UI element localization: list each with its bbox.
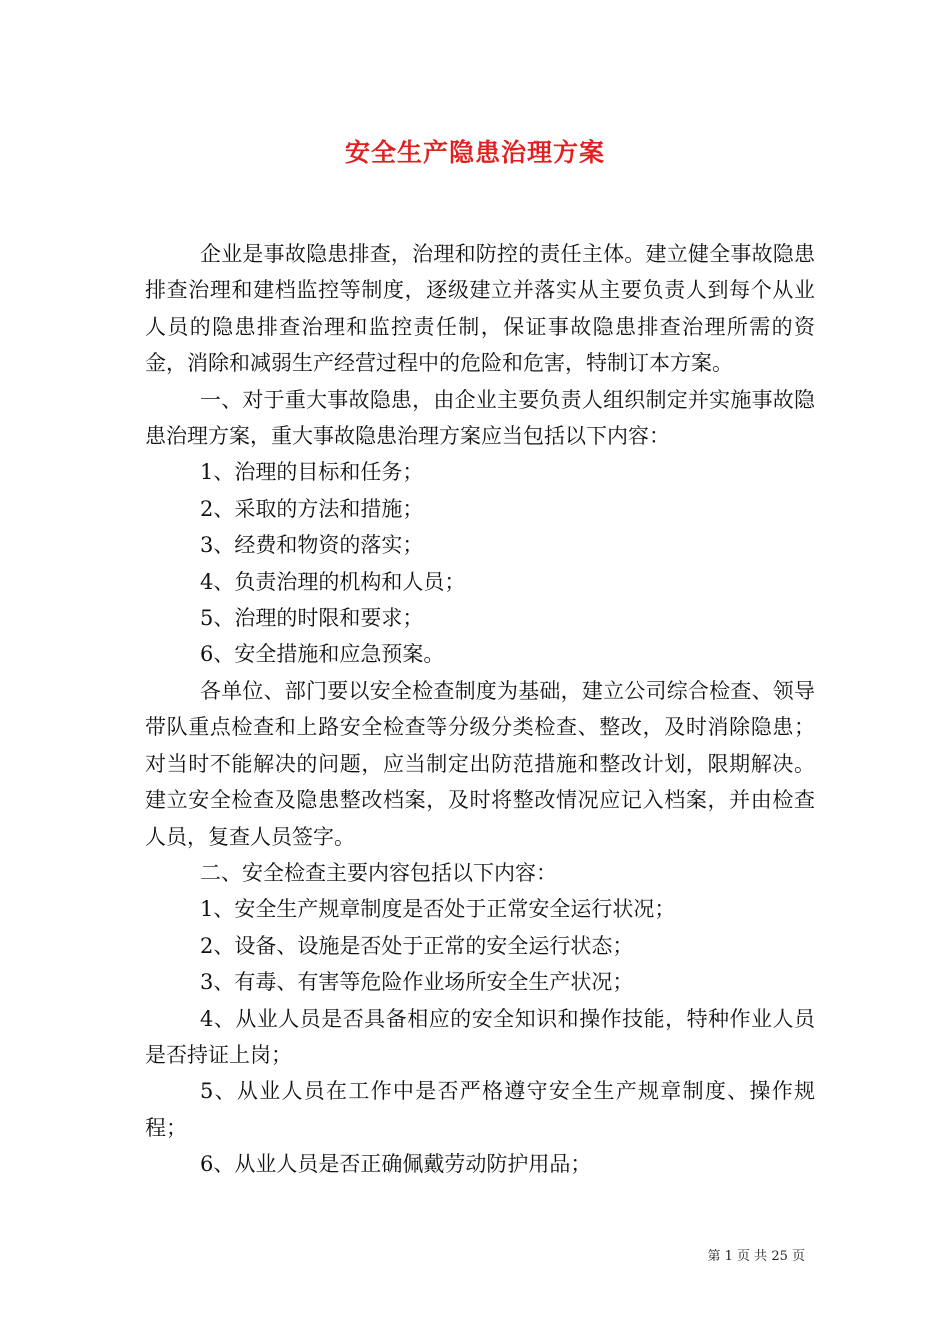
list-item: 5、治理的时限和要求； — [200, 606, 424, 631]
list-item: 3、有毒、有害等危险作业场所安全生产状况； — [200, 970, 634, 995]
list-item: 6、安全措施和应急预案。 — [200, 642, 445, 667]
list-item: 1、安全生产规章制度是否处于正常安全运行状况； — [200, 897, 676, 922]
document-body — [145, 236, 815, 1183]
list-item: 3、经费和物资的落实； — [200, 533, 424, 558]
paragraph-section-2: 二、安全检查主要内容包括以下内容： — [200, 860, 557, 885]
paragraph-inspection: 各单位、部门要以安全检查制度为基础，建立公司综合检查、领导带队重点检查和上路安全检查等分级分类检查、整改，及时消除隐患；对当时不能解决的问题，应当制定出防范措施和整改计划，限期解决。建立安全检查及隐患整改档案，及时将整改情况应记入档案，并由检查人员，复查人员签字。 — [145, 678, 815, 849]
list-item: 4、从业人员是否具备相应的安全知识和操作技能，特种作业人员是否持证上岗； — [145, 1006, 815, 1067]
list-item: 1、治理的目标和任务； — [200, 460, 424, 485]
paragraph-intro: 企业是事故隐患排查，治理和防控的责任主体。建立健全事故隐患排查治理和建档监控等制度，逐级建立并落实从主要负责人到每个从业人员的隐患排查治理和监控责任制，保证事故隐患排查治理所需的资金，消除和减弱生产经营过程中的危险和危害，特制订本方案。 — [145, 242, 815, 376]
paragraph-section-1: 一、对于重大事故隐患，由企业主要负责人组织制定并实施事故隐患治理方案，重大事故隐患治理方案应当包括以下内容： — [145, 387, 815, 449]
list-item: 2、采取的方法和措施； — [200, 496, 424, 521]
list-item: 5、从业人员在工作中是否严格遵守安全生产规章制度、操作规程； — [145, 1079, 815, 1140]
document-title: 安全生产隐患治理方案 — [344, 138, 605, 167]
page-number: 第 1 页 共 25 页 — [707, 1249, 805, 1264]
list-item: 2、设备、设施是否处于正常的安全运行状态； — [200, 933, 634, 958]
list-item: 6、从业人员是否正确佩戴劳动防护用品； — [200, 1152, 592, 1177]
list-item: 4、负责治理的机构和人员； — [200, 569, 466, 594]
